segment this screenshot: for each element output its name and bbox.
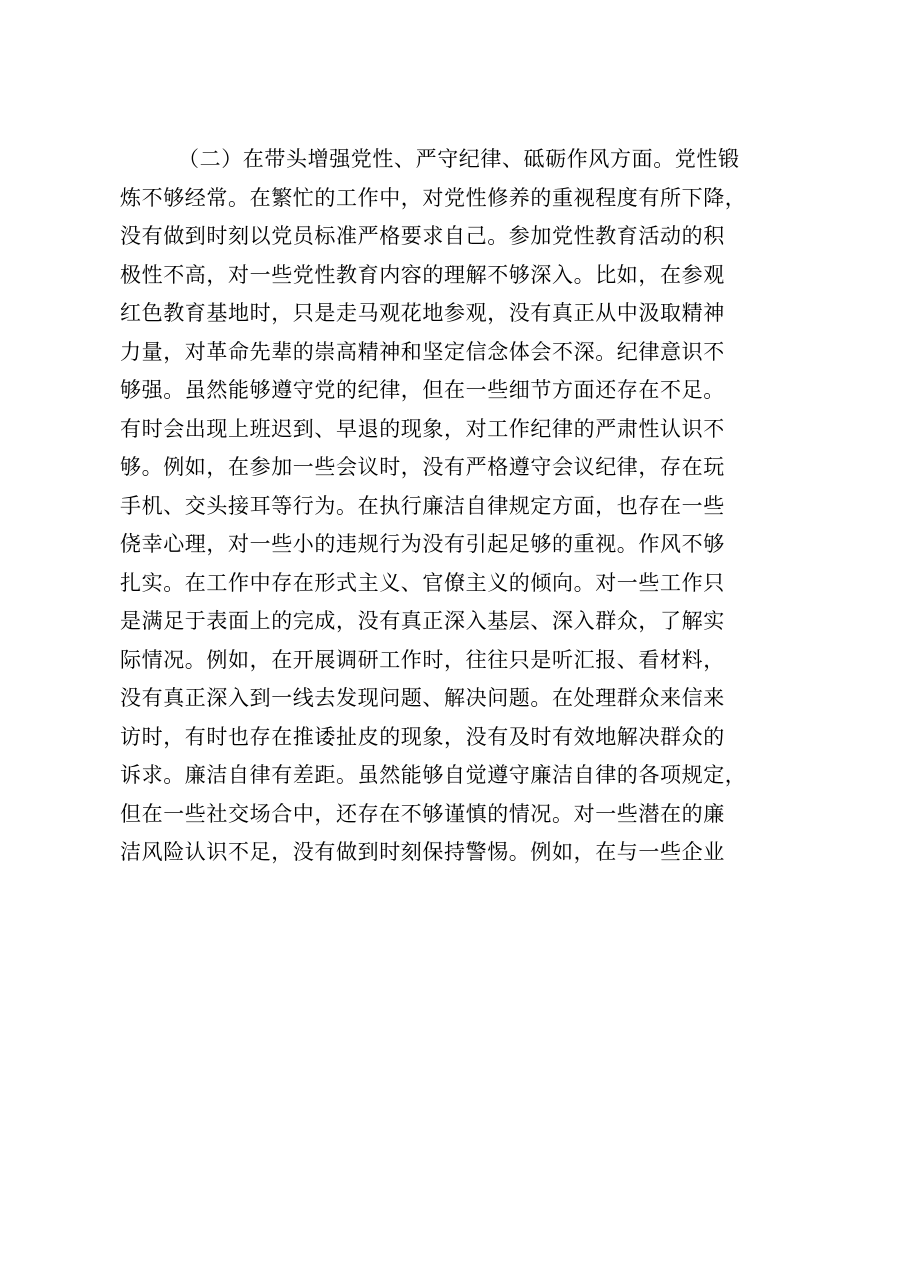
- paragraph-line: 际情况。例如，在开展调研工作时，往往只是听汇报、看材料，: [120, 647, 725, 672]
- paragraph-line: 洁风险认识不足，没有做到时刻保持警惕。例如，在与一些企业: [120, 840, 725, 864]
- paragraph-line: 力量，对革命先辈的崇高精神和坚定信念体会不深。纪律意识不: [120, 339, 725, 364]
- paragraph-line: 没有真正深入到一线去发现问题、解决问题。在处理群众来信来: [120, 686, 725, 710]
- paragraph-line: 没有做到时刻以党员标准严格要求自己。参加党性教育活动的积: [120, 224, 725, 248]
- paragraph-line: 红色教育基地时，只是走马观花地参观，没有真正从中汲取精神: [120, 301, 725, 325]
- body-paragraph: [120, 140, 800, 872]
- paragraph-line: 诉求。廉洁自律有差距。虽然能够自觉遵守廉洁自律的各项规定，: [120, 763, 747, 787]
- paragraph-line: 够。例如，在参加一些会议时，没有严格遵守会议纪律，存在玩: [120, 455, 725, 479]
- paragraph-line: （二）在带头增强党性、严守纪律、砥砺作风方面。党性锻: [178, 147, 740, 171]
- paragraph-line: 但在一些社交场合中，还存在不够谨慎的情况。对一些潜在的廉: [120, 801, 725, 826]
- paragraph-line: 有时会出现上班迟到、早退的现象，对工作纪律的严肃性认识不: [120, 416, 725, 441]
- paragraph-line: 手机、交头接耳等行为。在执行廉洁自律规定方面，也存在一些: [120, 493, 725, 518]
- paragraph-line: 侥幸心理，对一些小的违规行为没有引起足够的重视。作风不够: [120, 532, 725, 556]
- paragraph-line: 是满足于表面上的完成，没有真正深入基层、深入群众，了解实: [120, 609, 725, 633]
- paragraph-line: 够强。虽然能够遵守党的纪律，但在一些细节方面还存在不足。: [120, 378, 725, 402]
- paragraph-line: 访时，有时也存在推诿扯皮的现象，没有及时有效地解决群众的: [120, 724, 725, 749]
- paragraph-line: 极性不高，对一些党性教育内容的理解不够深入。比如，在参观: [120, 262, 725, 287]
- paragraph-line: 炼不够经常。在繁忙的工作中，对党性修养的重视程度有所下降，: [120, 185, 747, 210]
- paragraph-line: 扎实。在工作中存在形式主义、官僚主义的倾向。对一些工作只: [120, 570, 725, 595]
